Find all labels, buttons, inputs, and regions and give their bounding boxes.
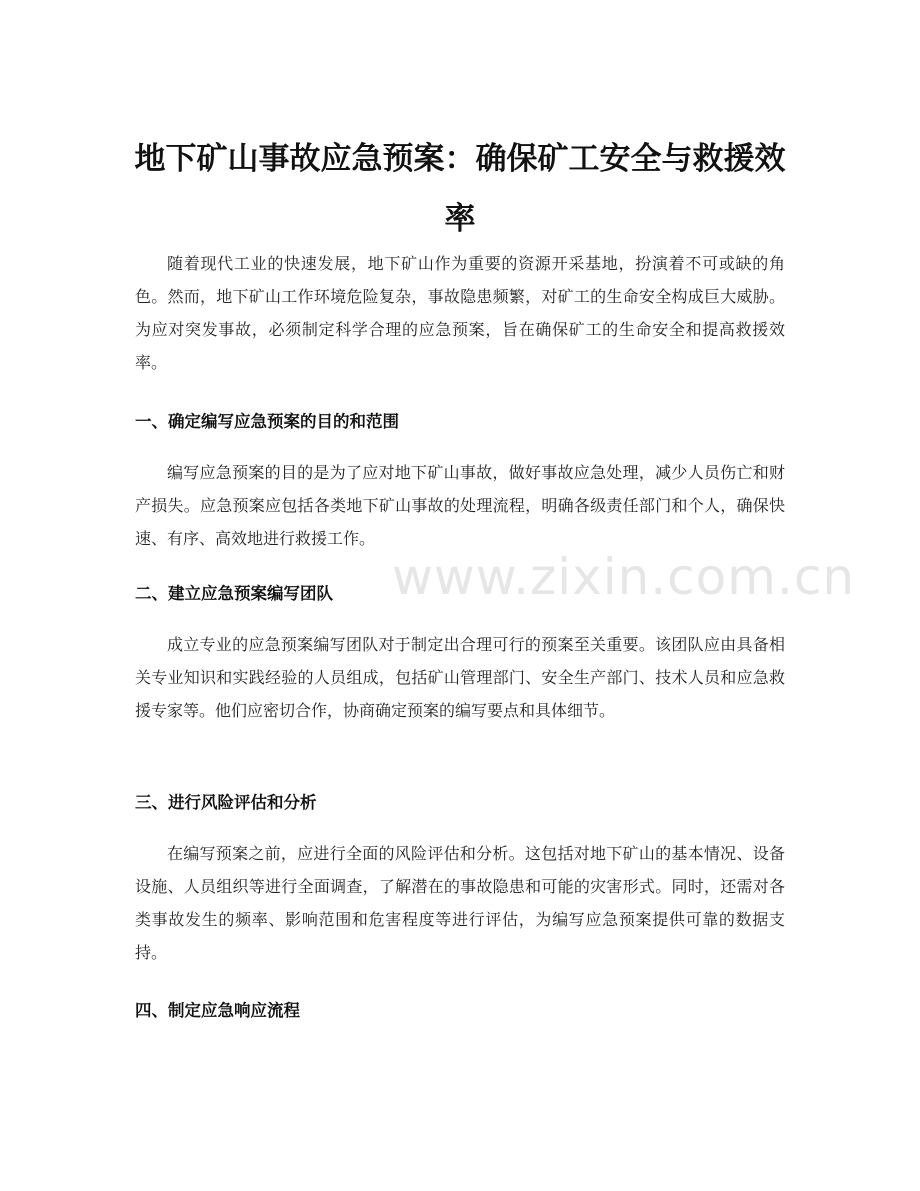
section-3-body: 在编写预案之前，应进行全面的风险评估和分析。这包括对地下矿山的基本情况、设备设施、人员组织等进行全面调查，了解潜在的事故隐患和可能的灾害形式。同时，还需对各类事故发生的频率、影响范围和危害程度等进行评估，为编写应急预案提供可靠的数据支持。	[135, 844, 785, 962]
document-title: 地下矿山事故应急预案：确保矿工安全与救援效率	[134, 140, 786, 237]
watermark: www.zixin.com.cn	[392, 548, 856, 606]
section-1-body: 编写应急预案的目的是为了应对地下矿山事故，做好事故应急处理，减少人员伤亡和财产损失。应急预案应包括各类地下矿山事故的处理流程，明确各级责任部门和个人，确保快速、有序、高效地进行救援工作。	[135, 463, 785, 548]
section-2-body: 成立专业的应急预案编写团队对于制定出合理可行的预案至关重要。该团队应由具备相关专业知识和实践经验的人员组成，包括矿山管理部门、安全生产部门、技术人员和应急救援专家等。他们应密切合作，协商确定预案的编写要点和具体细节。	[135, 635, 785, 720]
section-3-heading: 三、进行风险评估和分析	[135, 793, 317, 812]
section-2-heading: 二、建立应急预案编写团队	[135, 584, 333, 603]
intro-paragraph: 随着现代工业的快速发展，地下矿山作为重要的资源开采基地，扮演着不可或缺的角色。然而，地下矿山工作环境危险复杂，事故隐患频繁，对矿工的生命安全构成巨大威胁。为应对突发事故，必须制定科学合理的应急预案，旨在确保矿工的生命安全和提高救援效率。	[135, 254, 785, 372]
section-1-heading: 一、确定编写应急预案的目的和范围	[135, 412, 399, 431]
section-4-heading: 四、制定应急响应流程	[135, 1001, 300, 1020]
